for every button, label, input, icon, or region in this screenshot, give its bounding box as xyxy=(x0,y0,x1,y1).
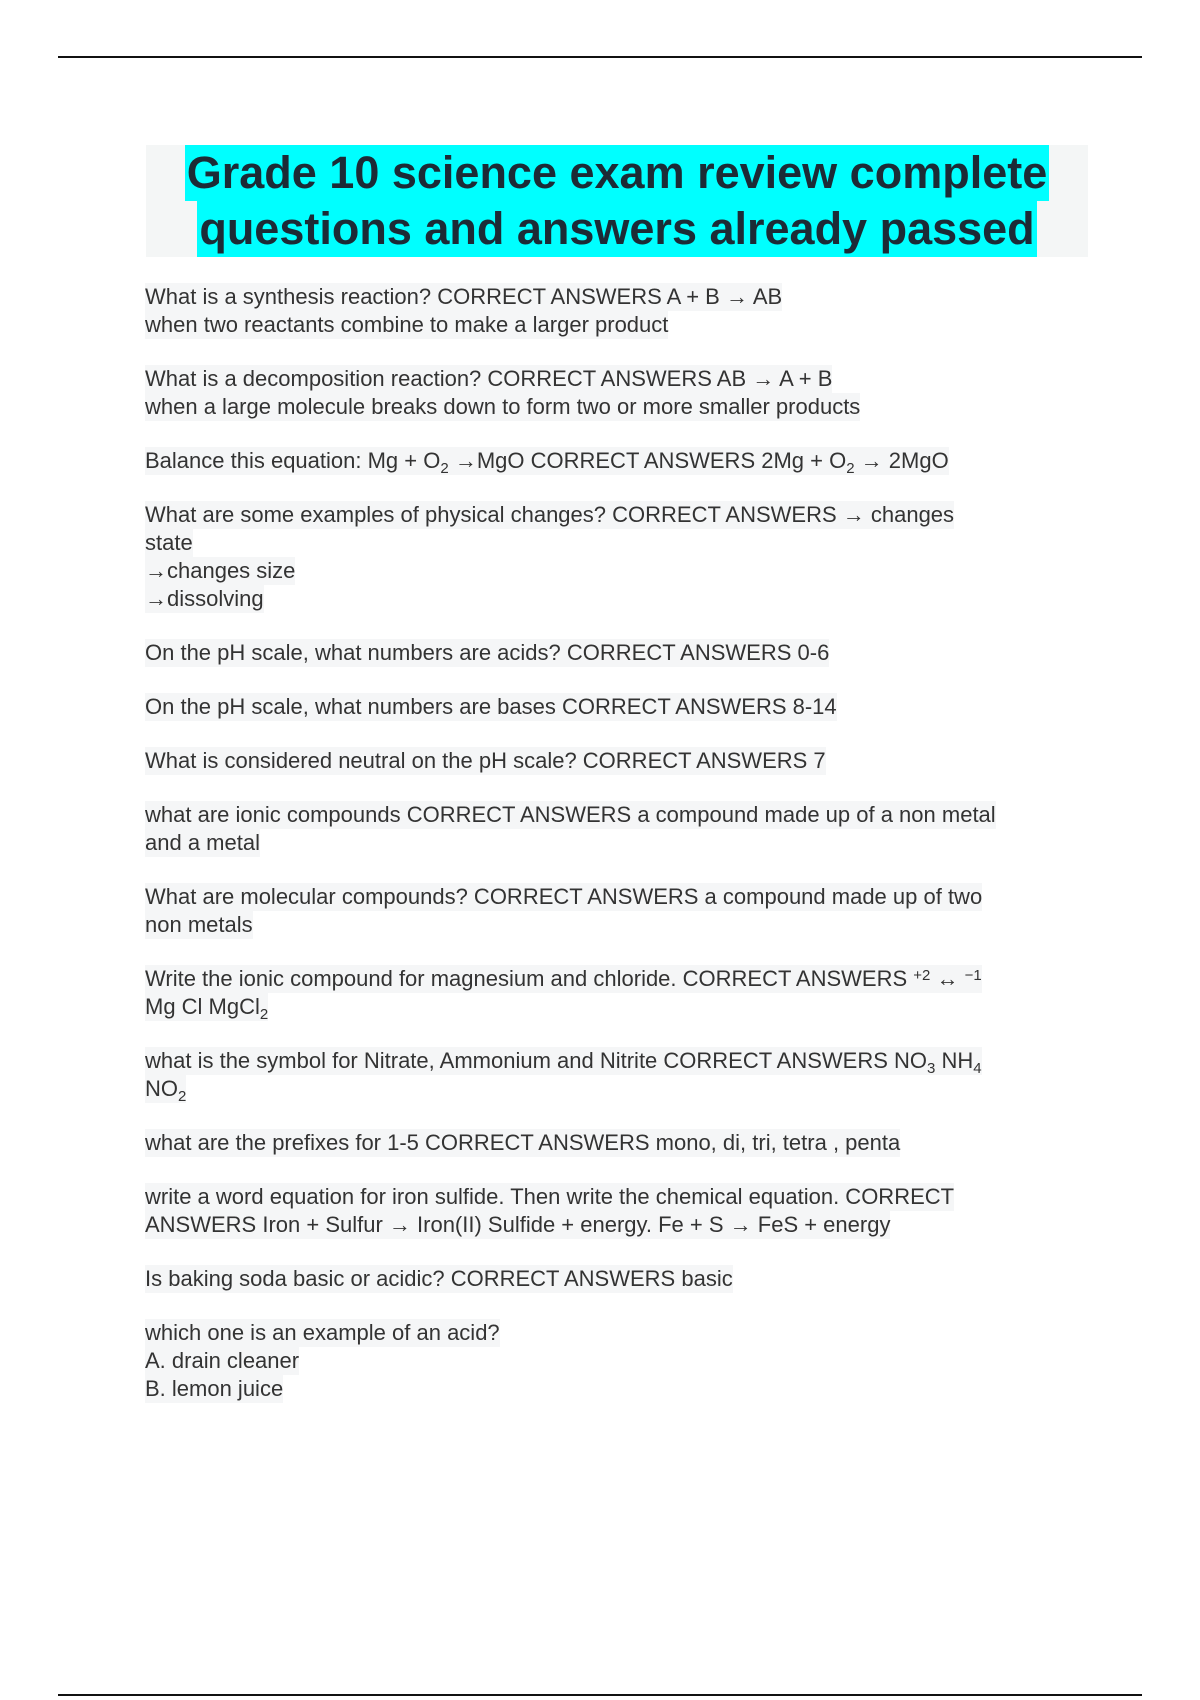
qa-line: On the pH scale, what numbers are bases CORRECT ANSWERS 8-14 xyxy=(145,694,837,719)
qa-line: non metals xyxy=(145,912,253,937)
qa-item-ionic-compounds xyxy=(145,801,1090,857)
qa-item-bases xyxy=(145,693,1090,721)
qa-line: What is considered neutral on the pH scale? CORRECT ANSWERS 7 xyxy=(145,748,826,773)
qa-item-neutral xyxy=(145,747,1090,775)
qa-item-synthesis xyxy=(145,283,1090,339)
qa-item-acids xyxy=(145,639,1090,667)
qa-line: What are molecular compounds? CORRECT ANSWERS a compound made up of two xyxy=(145,884,983,909)
qa-line: →changes size xyxy=(145,558,296,583)
qa-item-iron-sulfide xyxy=(145,1183,1090,1239)
title-line-1: Grade 10 science exam review complete xyxy=(185,145,1050,201)
top-rule xyxy=(58,56,1142,58)
qa-line: when a large molecule breaks down to form two or more smaller products xyxy=(145,394,861,419)
subscript: 2 xyxy=(440,460,449,477)
subscript: 2 xyxy=(259,1006,269,1023)
qa-line xyxy=(145,447,949,475)
subscript: 3 xyxy=(927,1060,936,1077)
qa-item-prefixes xyxy=(145,1129,1090,1157)
qa-line: What is a decomposition reaction? CORRECT ANSWERS AB → A + B xyxy=(145,366,833,391)
qa-line xyxy=(145,965,982,993)
qa-item-baking-soda xyxy=(145,1265,1090,1293)
text-segment: NH xyxy=(935,1048,974,1073)
qa-item-balance-equation xyxy=(145,447,1090,475)
qa-line xyxy=(145,993,268,1021)
superscript: +2 xyxy=(913,967,931,984)
title-line-2: questions and answers already passed xyxy=(197,201,1036,257)
qa-line: →dissolving xyxy=(145,586,264,611)
qa-line: what are ionic compounds CORRECT ANSWERS a compound made up of a non metal xyxy=(145,802,996,827)
qa-item-molecular-compounds xyxy=(145,883,1090,939)
text-segment: NO xyxy=(145,1076,178,1101)
qa-line: which one is an example of an acid? xyxy=(145,1320,500,1345)
text-segment: ↔ xyxy=(930,966,965,991)
text-segment: →MgO CORRECT ANSWERS 2Mg + O xyxy=(448,448,847,473)
document-title xyxy=(146,145,1088,257)
qa-line xyxy=(145,1075,186,1103)
text-segment: Mg Cl MgCl xyxy=(145,994,260,1019)
text-segment: what is the symbol for Nitrate, Ammonium and Nitrite CORRECT ANSWERS NO xyxy=(145,1048,928,1073)
qa-line: What are some examples of physical changes? CORRECT ANSWERS → changes xyxy=(145,502,955,527)
superscript: −1 xyxy=(964,967,982,984)
qa-item-decomposition xyxy=(145,365,1090,421)
qa-line: On the pH scale, what numbers are acids? CORRECT ANSWERS 0-6 xyxy=(145,640,830,665)
qa-line: What is a synthesis reaction? CORRECT ANSWERS A + B → AB xyxy=(145,284,783,309)
qa-line: Is baking soda basic or acidic? CORRECT ANSWERS basic xyxy=(145,1266,733,1291)
qa-item-magnesium-chloride xyxy=(145,965,1090,1021)
bottom-rule xyxy=(58,1694,1142,1696)
subscript: 4 xyxy=(973,1060,982,1077)
text-segment: Balance this equation: Mg + O xyxy=(145,448,441,473)
qa-line: ANSWERS Iron + Sulfur → Iron(II) Sulfide + energy. Fe + S → FeS + energy xyxy=(145,1212,891,1237)
subscript: 2 xyxy=(846,460,855,477)
text-segment: Write the ionic compound for magnesium and chloride. CORRECT ANSWERS xyxy=(145,966,914,991)
qa-list xyxy=(145,283,1090,1429)
qa-line: B. lemon juice xyxy=(145,1376,284,1401)
qa-line: what are the prefixes for 1-5 CORRECT ANSWERS mono, di, tri, tetra , penta xyxy=(145,1130,901,1155)
qa-line xyxy=(145,1047,982,1075)
qa-item-polyatomic-symbols xyxy=(145,1047,1090,1103)
qa-line: state xyxy=(145,530,193,555)
qa-line: write a word equation for iron sulfide. Then write the chemical equation. CORRECT xyxy=(145,1184,955,1209)
text-segment: → 2MgO xyxy=(854,448,949,473)
qa-line: and a metal xyxy=(145,830,260,855)
qa-line: when two reactants combine to make a larger product xyxy=(145,312,669,337)
qa-item-acid-example xyxy=(145,1319,1090,1403)
qa-item-physical-changes xyxy=(145,501,1090,613)
qa-line: A. drain cleaner xyxy=(145,1348,300,1373)
subscript: 2 xyxy=(178,1088,187,1105)
